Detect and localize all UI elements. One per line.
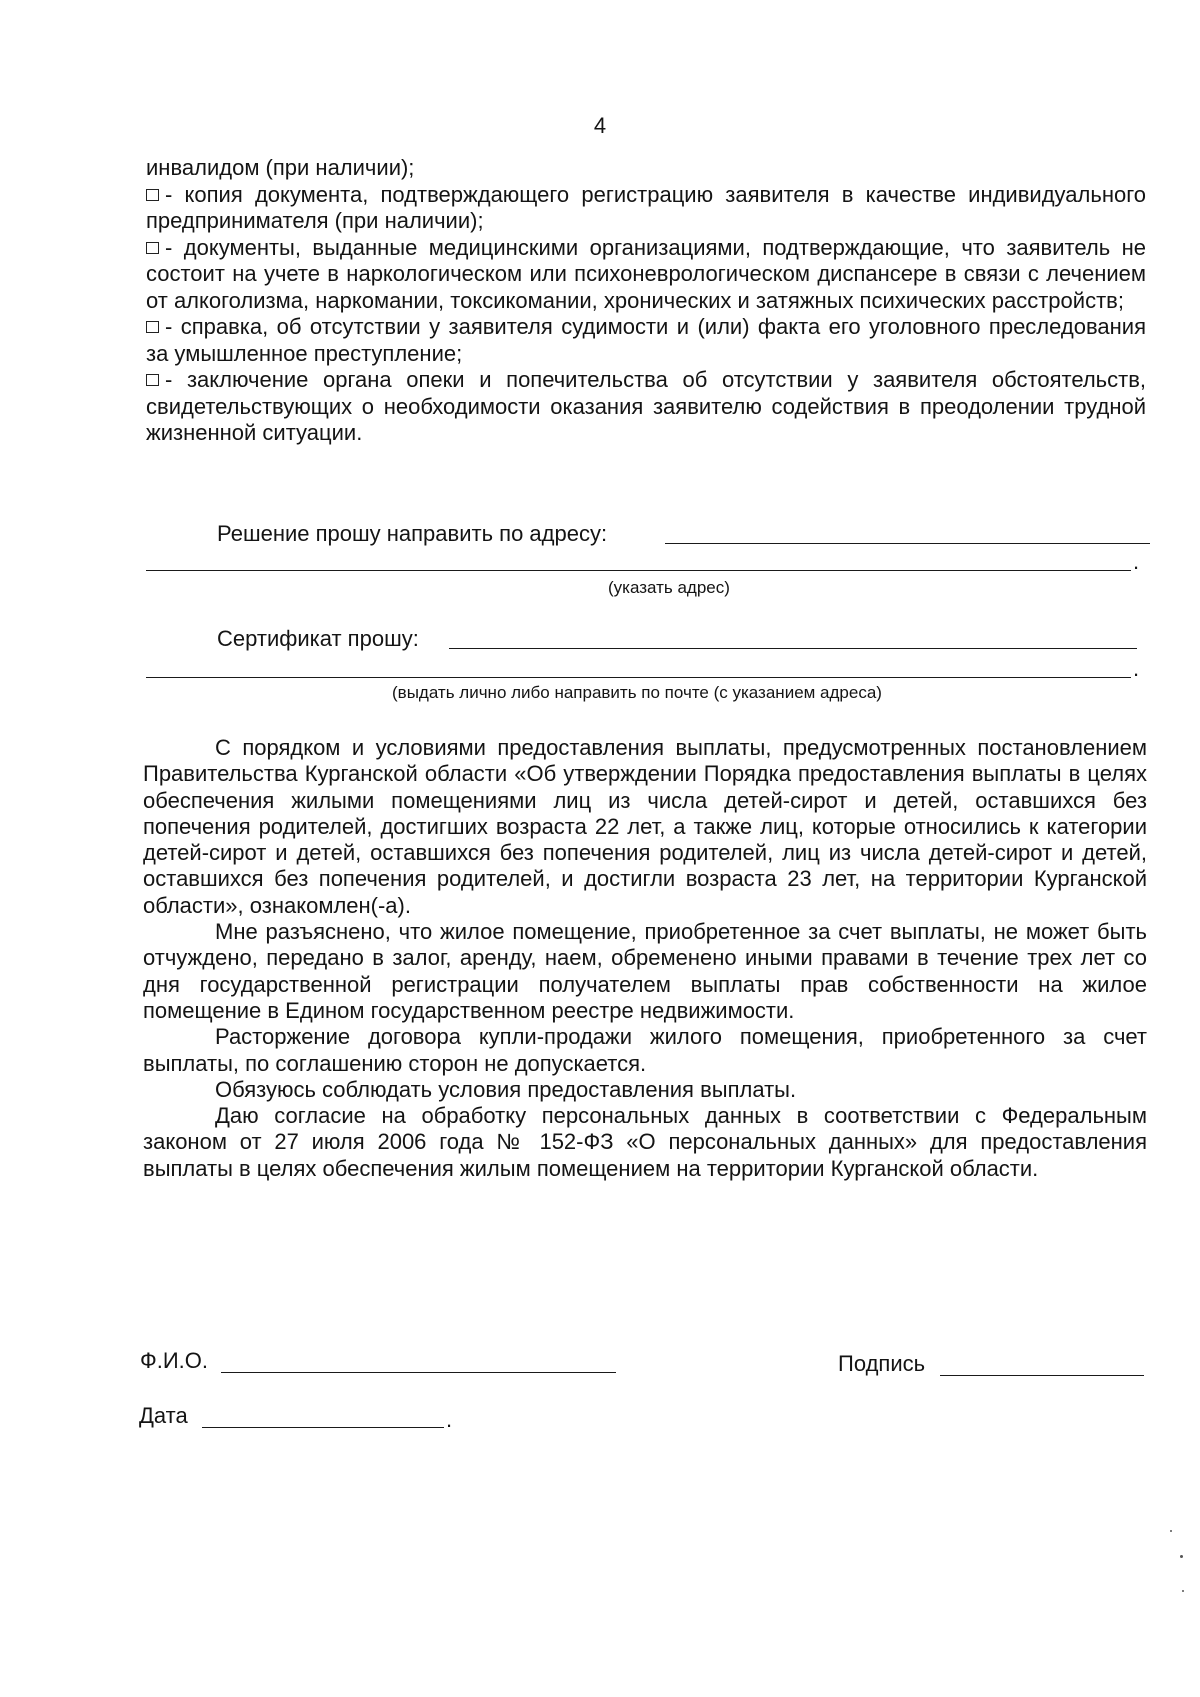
date-line[interactable] bbox=[202, 1427, 444, 1428]
paragraph: Даю согласие на обработку персональных данных в соответствии с Федеральным законом от 27 июля 2006 года № 152-ФЗ «О персональных данных» для предоставления выплаты в целях обеспечения жилым помещением на территории Курганской области. bbox=[143, 1103, 1147, 1181]
date-label: Дата bbox=[139, 1403, 188, 1428]
scan-speck bbox=[1170, 1530, 1172, 1532]
checkbox-icon[interactable] bbox=[146, 374, 159, 386]
address-field-hint: (указать адрес) bbox=[608, 578, 730, 597]
scan-speck bbox=[1182, 1590, 1184, 1592]
checkbox-icon[interactable] bbox=[146, 242, 159, 254]
page-number: 4 bbox=[593, 113, 607, 138]
list-item bbox=[146, 314, 1146, 367]
checkbox-icon[interactable] bbox=[146, 189, 159, 201]
certificate-field-label: Сертификат прошу: bbox=[217, 626, 419, 651]
list-item bbox=[146, 182, 1146, 235]
list-item bbox=[146, 235, 1146, 315]
scan-speck bbox=[1180, 1555, 1183, 1558]
list-item bbox=[146, 367, 1146, 447]
date-end-mark: . bbox=[446, 1407, 453, 1432]
paragraph: Обязуюсь соблюдать условия предоставления выплаты. bbox=[215, 1076, 797, 1102]
fio-label: Ф.И.О. bbox=[140, 1348, 208, 1373]
certificate-field-line[interactable] bbox=[449, 648, 1137, 649]
signature-line[interactable] bbox=[940, 1375, 1144, 1376]
address-field-line[interactable] bbox=[665, 543, 1150, 544]
address-field-end-mark: . bbox=[1133, 549, 1140, 574]
list-item-text: - документы, выданные медицинскими организациями, подтверждающие, что заявитель не состоит на учете в наркологическом или психоневрологическом диспансере в связи с лечением от алкоголизма, наркомании, токсикомании, хронических и затяжных психических расстройств; bbox=[146, 234, 1146, 313]
paragraph: Мне разъяснено, что жилое помещение, приобретенное за счет выплаты, не может быть отчуждено, передано в залог, аренду, наем, обременено иными правами в течение трех лет со дня государственной регистрации получателем выплаты прав собственности на жилое помещение в Едином государственном реестре недвижимости. bbox=[143, 919, 1147, 1023]
signature-label: Подпись bbox=[838, 1351, 926, 1376]
checkbox-icon[interactable] bbox=[146, 321, 159, 333]
paragraph: Расторжение договора купли-продажи жилого помещения, приобретенного за счет выплаты, по соглашению сторон не допускается. bbox=[143, 1024, 1147, 1076]
body-text bbox=[143, 735, 1147, 1182]
list-item-text: инвалидом (при наличии); bbox=[146, 155, 415, 180]
certificate-field-end-mark: . bbox=[1133, 656, 1140, 681]
list-item-text: - справка, об отсутствии у заявителя судимости и (или) факта его уголовного преследования за умышленное преступление; bbox=[146, 314, 1146, 366]
paragraph: С порядком и условиями предоставления выплаты, предусмотренных постановлением Правительства Курганской области «Об утверждении Порядка предоставления выплаты в целях обеспечения жилыми помещениями лиц из числа детей-сирот и детей, оставшихся без попечения родителей, достигших возраста 22 лет, а также лиц, которые относились к категории детей-сирот и детей, оставшихся без попечения родителей, лиц из числа детей-сирот и детей, оставшихся без попечения родителей, и достигли возраста 23 лет, на территории Курганской области», ознакомлен(-а). bbox=[143, 735, 1147, 918]
address-field-label: Решение прошу направить по адресу: bbox=[217, 521, 608, 546]
certificate-field-hint: (выдать лично либо направить по почте (с указанием адреса) bbox=[392, 683, 882, 702]
list-item bbox=[146, 155, 1146, 182]
list-item-text: - заключение органа опеки и попечительства об отсутствии у заявителя обстоятельств, свидетельствующих о необходимости оказания заявителю содействия в преодолении трудной жизненной ситуации. bbox=[146, 367, 1146, 445]
address-field-line-2[interactable] bbox=[146, 570, 1131, 571]
document-list bbox=[146, 155, 1146, 447]
certificate-field-line-2[interactable] bbox=[146, 677, 1131, 678]
fio-line[interactable] bbox=[221, 1372, 616, 1373]
list-item-text: - копия документа, подтверждающего регистрацию заявителя в качестве индивидуального предпринимателя (при наличии); bbox=[146, 181, 1146, 233]
